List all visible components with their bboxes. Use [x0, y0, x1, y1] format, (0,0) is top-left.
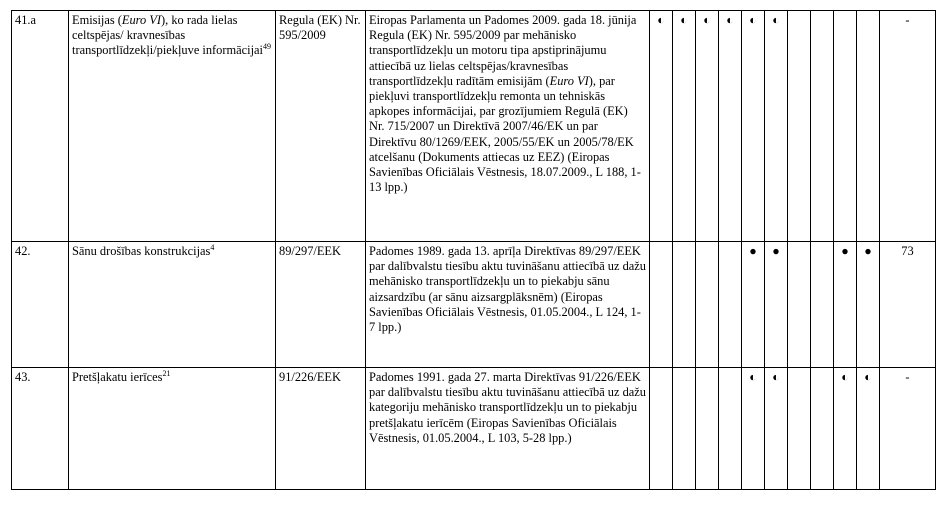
row-number: 42.: [15, 244, 31, 258]
reference-cell: [276, 11, 366, 242]
description-text: ), par piekļuvi transportlīdzekļu remonta un tehniskās apkopes informācijai, par grozījumiem Regulā (EK) Nr. 715/2007 un Direktīvā 2007/46/EK un par Direktīvu 80/1269/EEK, 2005/55/EK un 2005/78/EK atcelšanu (Dokuments attiecas uz EEZ) (Eiropas Savienības Oficiālais Vēstnesis, 18.07.2009., L 188, 1-13 lpp.): [369, 73, 641, 195]
applicability-cell: [696, 11, 719, 242]
applicability-cell: [857, 368, 880, 490]
applicability-cell: [834, 368, 857, 490]
directive-table: [11, 10, 936, 490]
applicability-cell: [857, 242, 880, 368]
half-circle-mark: ◐: [657, 13, 665, 27]
reference-cell: [276, 368, 366, 490]
description-text: Eiropas Parlamenta un Padomes 2009. gada 18. jūnija Regula (EK) Nr. 595/2009 par mehānisko transportlīdzekļu un motoru tipa apstiprinājumu attiecībā uz lielas celtspējas/kravnesības transportlīdzekļu radītām emisijām (: [369, 13, 637, 88]
table-body: [12, 11, 936, 490]
half-circle-mark: ◐: [772, 370, 780, 384]
table-row: [12, 368, 936, 490]
applicability-cell: [765, 368, 788, 490]
half-circle-mark: ◐: [703, 13, 711, 27]
regulation-reference: 89/297/EEK: [279, 244, 341, 258]
half-circle-mark: ◐: [841, 370, 849, 384]
half-circle-mark: ◐: [772, 13, 780, 27]
full-circle-mark: ●: [841, 244, 849, 258]
subject-text: 4: [210, 242, 215, 252]
half-circle-mark: ◐: [680, 13, 688, 27]
applicability-cell: [696, 368, 719, 490]
subject-cell: [69, 368, 276, 490]
subject-text: Sānu drošības konstrukcijas: [72, 244, 211, 258]
applicability-cell: [650, 368, 673, 490]
applicability-cell: [788, 11, 811, 242]
applicability-cell: [696, 242, 719, 368]
note-value: 73: [901, 244, 914, 258]
description-text: Euro VI: [549, 73, 589, 88]
description-cell: [366, 368, 650, 490]
applicability-cell: [811, 11, 834, 242]
subject-text: Pretšļakatu ierīces: [72, 370, 163, 384]
half-circle-mark: ◐: [864, 370, 872, 384]
row-number-cell: [12, 368, 69, 490]
row-number: 41.a: [15, 13, 36, 27]
applicability-cell: [650, 11, 673, 242]
applicability-cell: [742, 11, 765, 242]
subject-text: Emisijas (: [72, 13, 122, 27]
full-circle-mark: ●: [772, 244, 780, 258]
full-circle-mark: ●: [864, 244, 872, 258]
applicability-cell: [673, 368, 696, 490]
subject-text: Euro VI: [121, 13, 162, 27]
half-circle-mark: ◐: [726, 13, 734, 27]
table-row: [12, 11, 936, 242]
note-cell: [880, 242, 936, 368]
note-cell: [880, 368, 936, 490]
note-value: -: [905, 13, 910, 27]
applicability-cell: [719, 242, 742, 368]
applicability-cell: [811, 368, 834, 490]
half-circle-mark: ◐: [749, 370, 757, 384]
applicability-cell: [742, 242, 765, 368]
row-number: 43.: [15, 370, 31, 384]
row-number-cell: [12, 242, 69, 368]
regulation-reference: Regula (EK) Nr. 595/2009: [279, 13, 361, 43]
applicability-cell: [788, 242, 811, 368]
subject-cell: [69, 242, 276, 368]
subject-cell: [69, 11, 276, 242]
note-value: -: [905, 370, 910, 384]
note-cell: [880, 11, 936, 242]
applicability-cell: [742, 368, 765, 490]
full-circle-mark: ●: [749, 244, 757, 258]
subject-text: 49: [262, 42, 271, 52]
applicability-cell: [673, 11, 696, 242]
applicability-cell: [765, 242, 788, 368]
subject-text: ), ko rada lielas celtspējas/ kravnesības transportlīdzekļi/piekļuve informācijai: [72, 13, 263, 58]
applicability-cell: [650, 242, 673, 368]
row-number-cell: [12, 11, 69, 242]
applicability-cell: [834, 11, 857, 242]
description-text: Padomes 1989. gada 13. aprīļa Direktīvas 89/297/EEK par dalībvalstu tiesību aktu tuvināšanu attiecībā uz dažu mehānisko transportlīdzekļu un to piekabju sānu aizsardzību (ar sānu aizsargplāksnēm) (Eiropas Savienības Oficiālais Vēstnesis, 01.05.2004., L 124, 1-7 lpp.): [369, 244, 646, 335]
description-cell: [366, 242, 650, 368]
description-text: Padomes 1991. gada 27. marta Direktīvas 91/226/EEK par dalībvalstu tiesību aktu tuvināšanu attiecībā uz dažu kategoriju mehānisko transportlīdzekļu un to piekabju pretšļakatu ierīcēm (Eiropas Savienības Oficiālais Vēstnesis, 01.05.2004., L 103, 5-28 lpp.): [369, 370, 646, 445]
applicability-cell: [765, 11, 788, 242]
applicability-cell: [811, 242, 834, 368]
half-circle-mark: ◐: [749, 13, 757, 27]
applicability-cell: [788, 368, 811, 490]
applicability-cell: [719, 368, 742, 490]
regulation-reference: 91/226/EEK: [279, 370, 341, 384]
applicability-cell: [857, 11, 880, 242]
description-cell: [366, 11, 650, 242]
subject-text: 21: [162, 368, 171, 378]
table-row: [12, 242, 936, 368]
applicability-cell: [834, 242, 857, 368]
applicability-cell: [719, 11, 742, 242]
reference-cell: [276, 242, 366, 368]
applicability-cell: [673, 242, 696, 368]
